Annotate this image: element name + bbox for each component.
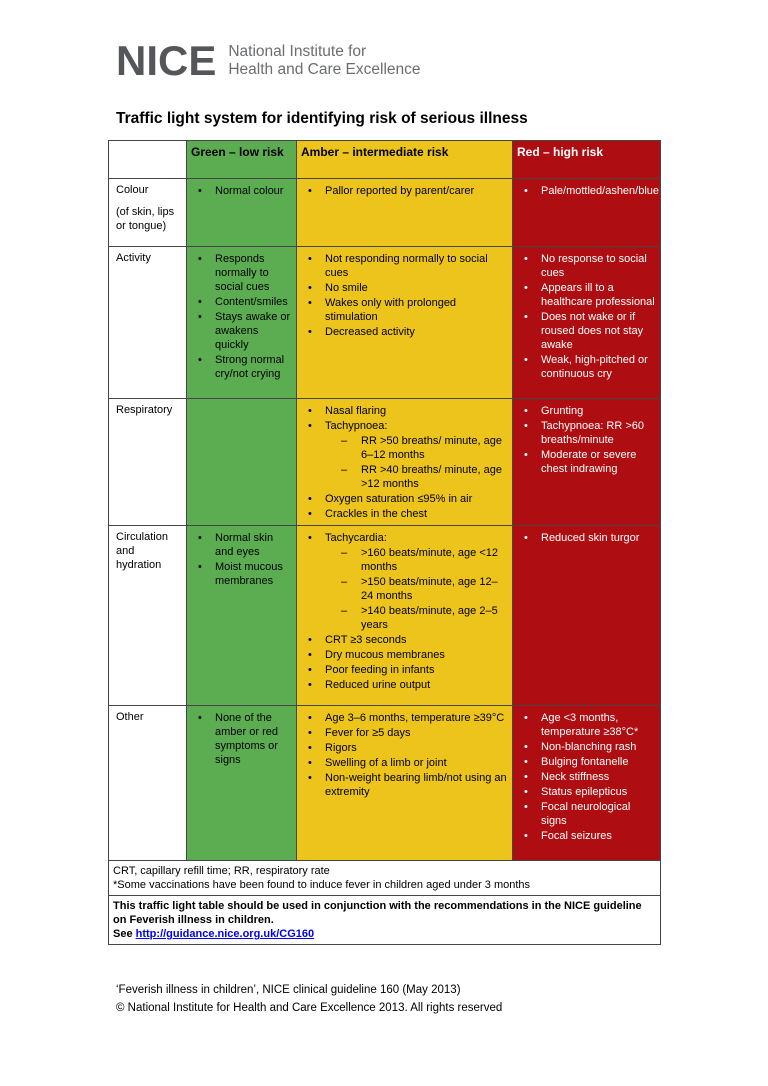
bullet-item: • No response to social cues xyxy=(517,252,656,280)
corner-cell xyxy=(109,141,187,179)
bullet-item: • Not responding normally to social cues xyxy=(301,252,508,280)
bullet-item: • Stays awake or awakens quickly xyxy=(191,310,292,352)
row-header-title: Respiratory xyxy=(116,404,173,416)
green-cell xyxy=(187,247,297,399)
bullet-item: • Tachypnoea: xyxy=(301,419,508,433)
red-cell xyxy=(513,526,661,706)
row-header-cell xyxy=(109,399,187,526)
bullet-item: • Nasal flaring xyxy=(301,404,508,418)
bullet-item: • Appears ill to a healthcare professional xyxy=(517,281,656,309)
sub-item: – >150 beats/minute, age 12–24 months xyxy=(301,575,508,603)
bullet-list xyxy=(517,531,656,545)
table-row xyxy=(109,526,661,706)
guideline-note-cell xyxy=(109,896,661,945)
bullet-list xyxy=(517,404,656,476)
bullet-item: • Swelling of a limb or joint xyxy=(301,756,508,770)
amber-cell xyxy=(297,526,513,706)
bullet-item: • Responds normally to social cues xyxy=(191,252,292,294)
guideline-link[interactable]: http://guidance.nice.org.uk/CG160 xyxy=(135,928,315,940)
column-header-red: Red – high risk xyxy=(513,141,661,179)
bullet-item: • Age 3–6 months, temperature ≥39°C xyxy=(301,711,508,725)
bullet-item: • Does not wake or if roused does not stay awake xyxy=(517,310,656,352)
guideline-note-text: This traffic light table should be used in conjunction with the recommendations in the NICE guideline on Feverish illness in children. xyxy=(113,900,642,926)
guideline-see-line xyxy=(113,927,656,941)
bullet-item: • Decreased activity xyxy=(301,325,508,339)
row-header-cell xyxy=(109,247,187,399)
amber-cell xyxy=(297,247,513,399)
bullet-item: • Focal seizures xyxy=(517,829,656,843)
bullet-list xyxy=(191,252,292,381)
row-header-cell xyxy=(109,179,187,247)
bullet-item: • Oxygen saturation ≤95% in air xyxy=(301,492,508,506)
bullet-list xyxy=(517,711,656,843)
row-header-title: Activity xyxy=(116,252,151,264)
sub-item: – >140 beats/minute, age 2–5 years xyxy=(301,604,508,632)
red-cell xyxy=(513,399,661,526)
row-header-cell xyxy=(109,706,187,861)
red-cell xyxy=(513,247,661,399)
bullet-item: • None of the amber or red symptoms or signs xyxy=(191,711,292,767)
bullet-item: • Content/smiles xyxy=(191,295,292,309)
footer-citation: ‘Feverish illness in children’, NICE clinical guideline 160 (May 2013) xyxy=(116,984,461,996)
green-cell xyxy=(187,526,297,706)
sub-item: – >160 beats/minute, age <12 months xyxy=(301,546,508,574)
bullet-item: • Wakes only with prolonged stimulation xyxy=(301,296,508,324)
bullet-item: • Pallor reported by parent/carer xyxy=(301,184,508,198)
column-header-green: Green – low risk xyxy=(187,141,297,179)
bullet-item: • Reduced urine output xyxy=(301,678,508,692)
nice-tagline-line2: Health and Care Excellence xyxy=(228,61,421,78)
bullet-item: • Dry mucous membranes xyxy=(301,648,508,662)
table-row xyxy=(109,399,661,526)
bullet-item: • Neck stiffness xyxy=(517,770,656,784)
bullet-list xyxy=(301,404,508,521)
page-title: Traffic light system for identifying risk of serious illness xyxy=(116,110,528,127)
footnote-abbreviations: CRT, capillary refill time; RR, respiratory rate xyxy=(113,865,330,877)
bullet-list xyxy=(301,184,508,198)
bullet-item: • CRT ≥3 seconds xyxy=(301,633,508,647)
bullet-list xyxy=(301,252,508,339)
bullet-item: • Weak, high-pitched or continuous cry xyxy=(517,353,656,381)
green-cell xyxy=(187,706,297,861)
bullet-item: • Tachycardia: xyxy=(301,531,508,545)
bullet-item: • Non-weight bearing limb/not using an extremity xyxy=(301,771,508,799)
bullet-item: • Moist mucous membranes xyxy=(191,560,292,588)
bullet-list xyxy=(517,252,656,381)
amber-cell xyxy=(297,179,513,247)
bullet-list xyxy=(517,184,660,198)
row-header-cell xyxy=(109,526,187,706)
page-footer xyxy=(116,981,502,1017)
nice-logo-tagline xyxy=(228,43,420,79)
bullet-item: • Normal colour xyxy=(191,184,292,198)
row-header-subtitle: (of skin, lips or tongue) xyxy=(116,206,175,232)
sub-item: – RR >40 breaths/ minute, age >12 months xyxy=(301,463,508,491)
nice-logo xyxy=(116,37,421,84)
red-cell xyxy=(513,179,661,247)
guideline-note-row xyxy=(109,896,661,945)
table-row xyxy=(109,179,661,247)
green-cell xyxy=(187,399,297,526)
nice-logo-mark: NICE xyxy=(116,37,217,84)
amber-cell xyxy=(297,706,513,861)
bullet-item: • Fever for ≥5 days xyxy=(301,726,508,740)
bullet-list xyxy=(301,711,508,799)
bullet-item: • Age <3 months, temperature ≥38°C* xyxy=(517,711,656,739)
row-header-title: Other xyxy=(116,711,144,723)
footer-copyright: © National Institute for Health and Care Excellence 2013. All rights reserved xyxy=(116,1002,503,1014)
bullet-item: • Reduced skin turgor xyxy=(517,531,656,545)
table-row xyxy=(109,247,661,399)
header-row xyxy=(109,141,661,179)
bullet-item: • Rigors xyxy=(301,741,508,755)
bullet-item: • Strong normal cry/not crying xyxy=(191,353,292,381)
amber-cell xyxy=(297,399,513,526)
table-row xyxy=(109,706,661,861)
traffic-light-table xyxy=(108,140,661,945)
bullet-item: • Poor feeding in infants xyxy=(301,663,508,677)
green-cell xyxy=(187,179,297,247)
bullet-item: • Status epilepticus xyxy=(517,785,656,799)
bullet-item: • Pale/mottled/ashen/blue xyxy=(517,184,656,198)
nice-tagline-line1: National Institute for xyxy=(228,43,367,60)
footnote-row xyxy=(109,861,661,896)
sub-item: – RR >50 breaths/ minute, age 6–12 months xyxy=(301,434,508,462)
row-header-title: Circulation and hydration xyxy=(116,531,168,571)
bullet-item: • Crackles in the chest xyxy=(301,507,508,521)
bullet-item: • Focal neurological signs xyxy=(517,800,656,828)
bullet-list xyxy=(191,184,292,198)
row-header-title: Colour xyxy=(116,184,149,196)
bullet-list xyxy=(191,711,292,767)
bullet-item: • No smile xyxy=(301,281,508,295)
see-prefix: See xyxy=(113,928,136,940)
bullet-item: • Non-blanching rash xyxy=(517,740,656,754)
footnote-vaccinations: *Some vaccinations have been found to induce fever in children aged under 3 months xyxy=(113,879,531,891)
bullet-item: • Grunting xyxy=(517,404,656,418)
footnote-cell xyxy=(109,861,661,896)
bullet-list xyxy=(301,531,508,692)
bullet-item: • Bulging fontanelle xyxy=(517,755,656,769)
red-cell xyxy=(513,706,661,861)
bullet-list xyxy=(191,531,292,588)
column-header-amber: Amber – intermediate risk xyxy=(297,141,513,179)
bullet-item: • Tachypnoea: RR >60 breaths/minute xyxy=(517,419,656,447)
bullet-item: • Normal skin and eyes xyxy=(191,531,292,559)
bullet-item: • Moderate or severe chest indrawing xyxy=(517,448,656,476)
